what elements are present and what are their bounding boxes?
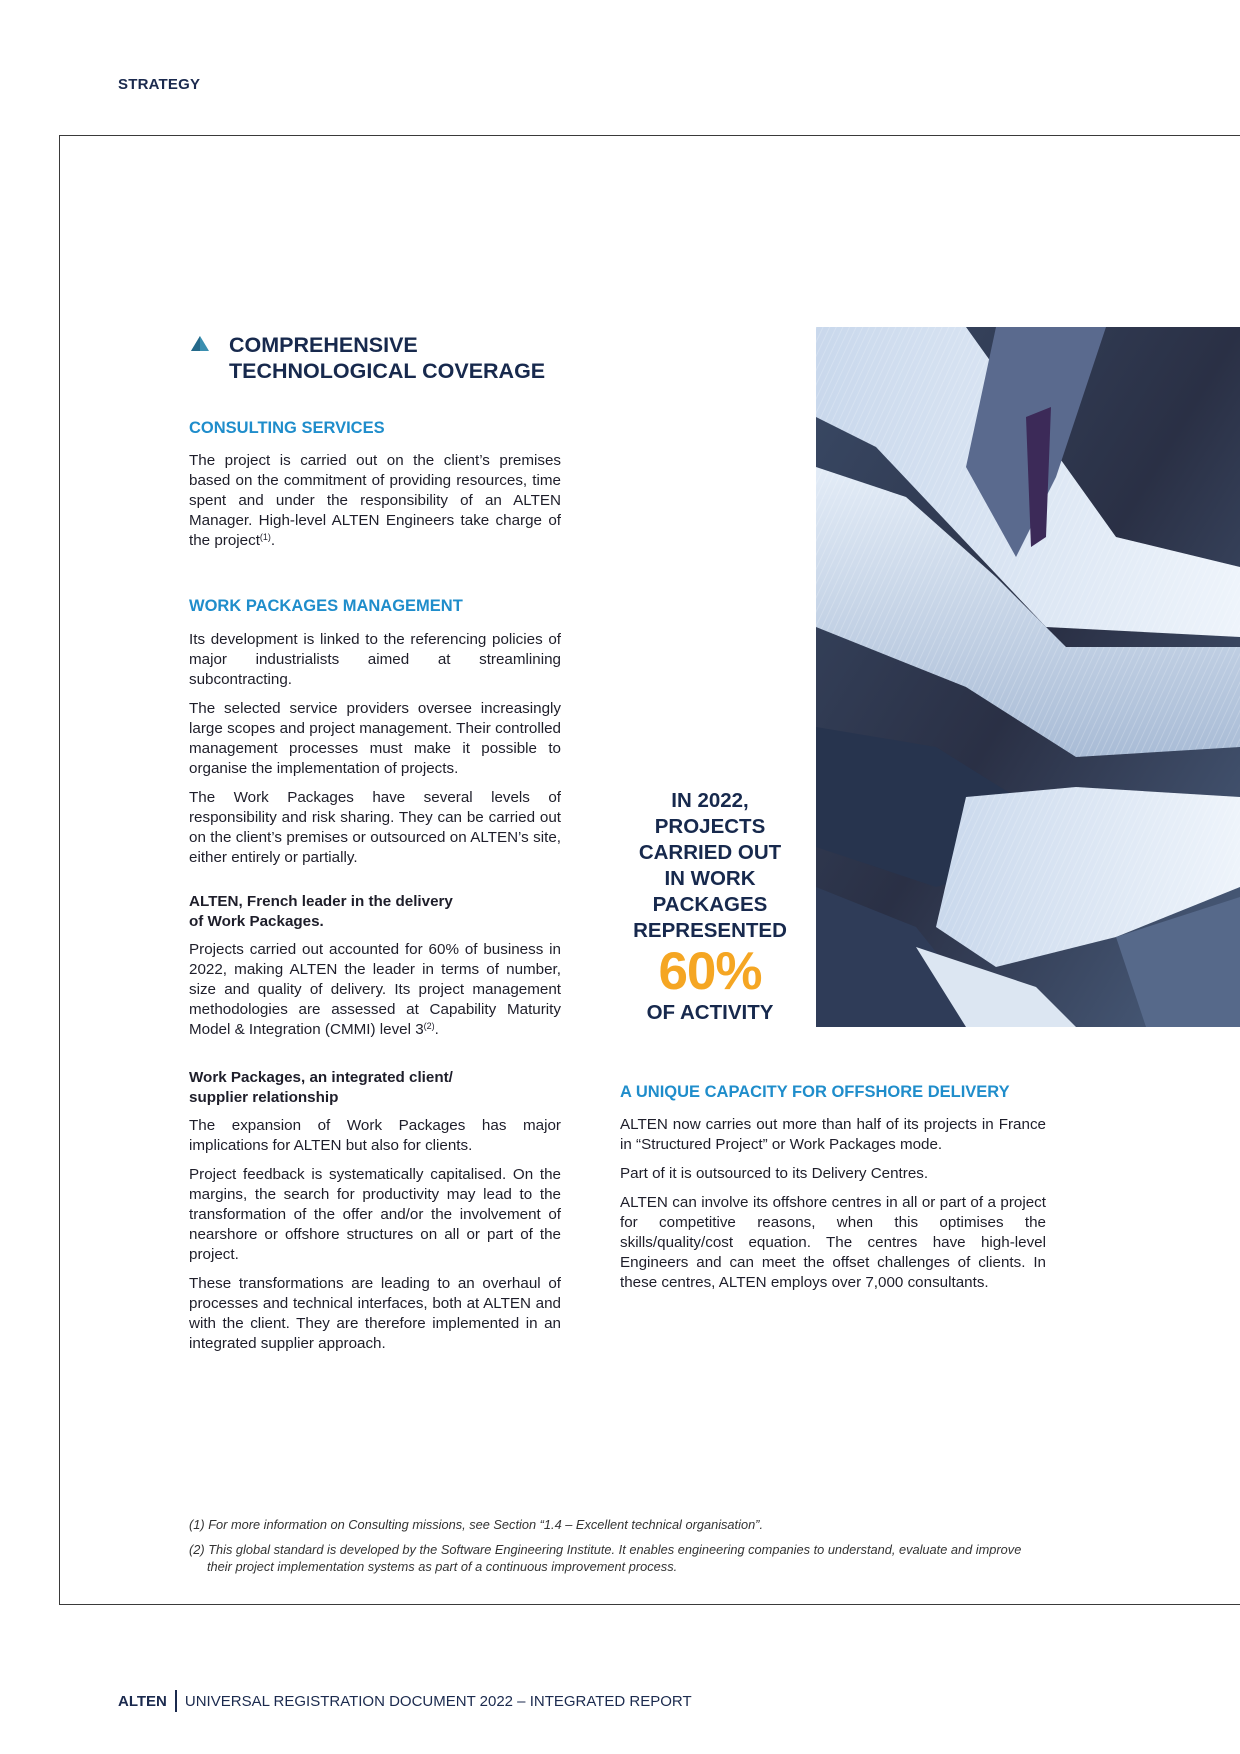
page-footer <box>118 1690 692 1712</box>
offshore-paragraph-1: ALTEN now carries out more than half of its projects in France in “Structured Project” or Work Packages mode. <box>620 1116 1046 1153</box>
work-packages-paragraph-3: The Work Packages have several levels of responsibility and risk sharing. They can be carried out on the client’s premises or outsourced on ALTEN’s site, either entirely or partially. <box>189 789 561 866</box>
consulting-paragraph: The project is carried out on the client’s premises based on the commitment of providing resources, time spent and under the responsibility of an ALTEN Manager. High-level ALTEN Engineers take charge of the project$^{(1)}$. <box>189 452 561 549</box>
callout-value: 60% <box>658 942 762 1001</box>
offshore-paragraph-2: Part of it is outsourced to its Delivery Centres. <box>620 1165 929 1182</box>
integrated-paragraph-2: Project feedback is systematically capitalised. On the margins, the search for productivity may lead to the transformation of the offer and/or the involvement of nearshore or offshore structures on all or part of the project. <box>189 1166 561 1263</box>
callout-line-2: PROJECTS <box>654 815 766 838</box>
integrated-paragraph-3: These transformations are leading to an overhaul of processes and technical interfaces, both at ALTEN and with the client. They are therefore implemented in an integrated supplier approach. <box>189 1275 561 1352</box>
footer-divider <box>175 1690 177 1712</box>
footer-document-title: UNIVERSAL REGISTRATION DOCUMENT 2022 – INTEGRATED REPORT <box>184 1692 692 1710</box>
hands-together-photo <box>816 327 1240 1027</box>
consulting-text <box>189 451 561 560</box>
integrated-paragraph-1: The expansion of Work Packages has major implications for ALTEN but also for clients. <box>189 1117 561 1154</box>
section-title-line-1: COMPREHENSIVE <box>229 333 418 357</box>
footnote-1: (1) For more information on Consulting missions, see Section “1.4 – Excellent technical organisation”. <box>189 1517 763 1532</box>
footnotes <box>189 1516 1049 1583</box>
callout-line-1: IN 2022, <box>671 789 749 812</box>
leader-heading: ALTEN, French leader in the delivery of Work Packages. <box>189 893 453 930</box>
section-title <box>229 332 545 384</box>
callout-line-4: IN WORK <box>664 867 756 890</box>
leader-paragraph: Projects carried out accounted for 60% of business in 2022, making ALTEN the leader in terms of number, size and quality of delivery. Its project management methodologies are assessed at Capability Maturity Model & Integration (CMMI) level 3$^{(2)}$. <box>189 941 561 1038</box>
offshore-paragraph-3: ALTEN can involve its offshore centres in all or part of a project for competitive reasons, when this optimises the skills/quality/cost equation. The centres have high-level Engineers and can meet the offset challenges of clients. In these centres, ALTEN employs over 7,000 consultants. <box>620 1194 1046 1291</box>
integrated-heading: Work Packages, an integrated client/ supplier relationship <box>189 1069 453 1106</box>
triangle-marker-icon <box>189 334 211 354</box>
running-head: STRATEGY <box>118 76 201 93</box>
offshore-text <box>620 1115 1046 1302</box>
key-figure-callout <box>600 788 820 1026</box>
callout-line-3: CARRIED OUT <box>638 841 782 864</box>
work-packages-paragraph-2: The selected service providers oversee increasingly large scopes and project management. Their controlled management processes must make it possible to organise the implementation of projects. <box>189 700 561 777</box>
work-packages-paragraph-1: Its development is linked to the referencing policies of major industrialists aimed at streamlining subcontracting. <box>189 631 561 688</box>
work-packages-text <box>189 630 561 1363</box>
footnote-2: (2) This global standard is developed by the Software Engineering Institute. It enables engineering companies to understand, evaluate and improve their project implementation systems as part of a continuous improvement process. <box>189 1542 1022 1574</box>
callout-line-5: PACKAGES <box>652 893 768 916</box>
footnote-ref-1: (1) <box>259 532 271 542</box>
callout-line-after: OF ACTIVITY <box>646 1001 774 1024</box>
consulting-heading: CONSULTING SERVICES <box>189 419 385 437</box>
offshore-heading: A UNIQUE CAPACITY FOR OFFSHORE DELIVERY <box>620 1083 1010 1101</box>
callout-line-6: REPRESENTED <box>633 919 787 942</box>
footer-brand: ALTEN <box>118 1692 167 1710</box>
section-title-line-2: TECHNOLOGICAL COVERAGE <box>229 359 546 383</box>
footnote-ref-2: (2) <box>423 1021 435 1031</box>
work-packages-heading: WORK PACKAGES MANAGEMENT <box>189 597 463 615</box>
